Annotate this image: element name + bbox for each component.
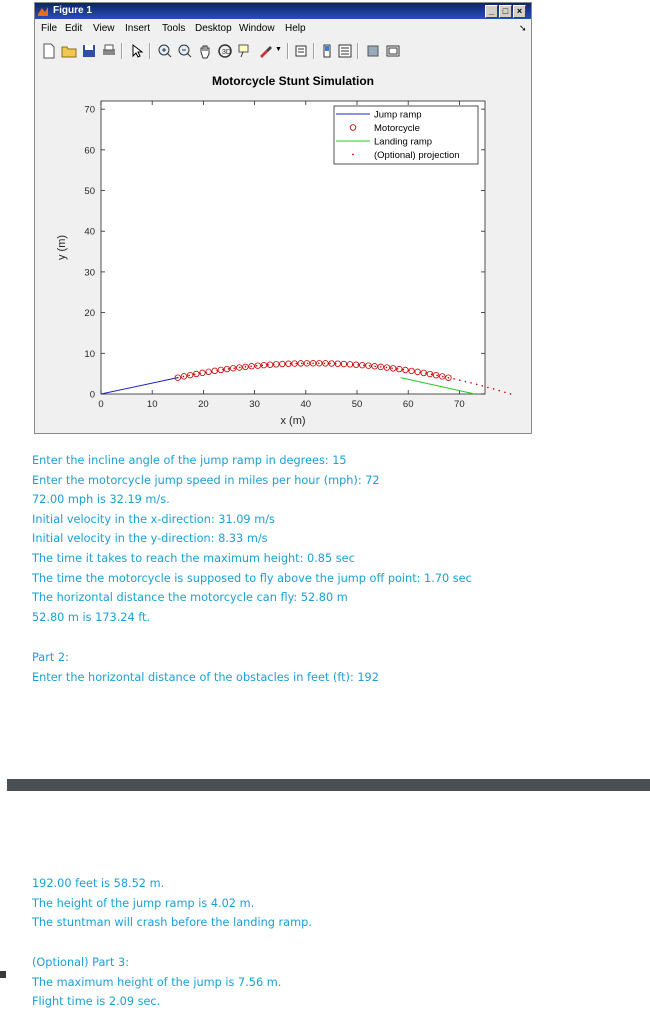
projection-dot xyxy=(312,362,314,364)
legend-entry: Motorcycle xyxy=(374,123,420,134)
projection-dot xyxy=(369,365,371,367)
projection-dot xyxy=(431,374,433,376)
console-line: The stuntman will crash before the landing ramp. xyxy=(32,916,312,930)
projection-dot xyxy=(386,367,388,369)
x-tick-label: 10 xyxy=(146,399,158,410)
projection-dot xyxy=(216,370,218,372)
projection-dot xyxy=(273,364,275,366)
projection-dot xyxy=(357,364,359,366)
projection-dot xyxy=(250,365,252,367)
data-cursor-icon[interactable] xyxy=(237,43,253,59)
projection-dot xyxy=(498,390,500,392)
projection-dot xyxy=(504,391,506,393)
open-file-icon[interactable] xyxy=(61,43,77,59)
projection-dot xyxy=(335,363,337,365)
x-tick-label: 70 xyxy=(454,399,465,410)
figure-window xyxy=(34,2,532,434)
projection-dot xyxy=(391,367,393,369)
console-line: The time it takes to reach the maximum height: 0.85 sec xyxy=(32,552,355,565)
y-tick-label: 70 xyxy=(84,104,95,116)
projection-dot xyxy=(318,362,320,364)
y-tick-label: 30 xyxy=(84,267,95,279)
legend-entry: Landing ramp xyxy=(374,136,433,148)
projection-dot xyxy=(470,382,472,384)
pointer-icon[interactable] xyxy=(129,43,145,59)
menu-help[interactable]: Help xyxy=(285,23,306,34)
projection-dot xyxy=(256,365,258,367)
projection-dot xyxy=(403,369,405,371)
projection-dot xyxy=(453,378,455,380)
x-tick-label: 50 xyxy=(351,399,363,410)
legend-icon[interactable] xyxy=(337,43,353,59)
console-line: 72.00 mph is 32.19 m/s. xyxy=(32,493,170,507)
hide-plot-tools-icon[interactable] xyxy=(365,43,381,59)
link-icon[interactable] xyxy=(293,43,309,59)
projection-dot xyxy=(233,367,235,369)
projection-dot xyxy=(510,393,512,395)
x-tick-label: 20 xyxy=(198,399,209,410)
console-line: The height of the jump ramp is 4.02 m. xyxy=(32,896,255,910)
console-line: Enter the motorcycle jump speed in miles per hour (mph): 72 xyxy=(32,473,380,487)
projection-dot xyxy=(329,363,331,365)
console-line: (Optional) Part 3: xyxy=(32,956,130,969)
projection-dot xyxy=(425,372,427,374)
projection-dot xyxy=(352,364,354,366)
y-tick-label: 60 xyxy=(84,145,95,157)
projection-dot xyxy=(436,375,438,377)
pan-icon[interactable] xyxy=(197,43,213,59)
menu-insert[interactable]: Insert xyxy=(125,23,151,34)
projection-dot xyxy=(239,367,241,369)
x-tick-label: 40 xyxy=(300,399,312,410)
rotate-3d-icon[interactable] xyxy=(217,43,233,59)
y-tick-label: 10 xyxy=(84,348,95,360)
projection-dot xyxy=(200,372,202,374)
title-bar[interactable] xyxy=(35,3,531,19)
projection-dot xyxy=(363,364,365,366)
projection-dot xyxy=(177,377,179,379)
projection-dot xyxy=(245,366,247,368)
menu-file[interactable]: File xyxy=(41,23,58,34)
minimize-button[interactable]: _ xyxy=(485,5,498,18)
console-line: Initial velocity in the x-direction: 31.09 m/s xyxy=(32,512,275,526)
projection-dot xyxy=(346,363,348,365)
legend-entry: (Optional) projection xyxy=(374,150,460,161)
maximize-button[interactable]: □ xyxy=(499,5,512,18)
dock-arrow-icon[interactable]: ➘ xyxy=(519,23,527,33)
y-tick-label: 0 xyxy=(89,389,95,401)
chart-title: Motorcycle Stunt Simulation xyxy=(211,74,375,88)
projection-dot xyxy=(493,388,495,390)
legend-swatch xyxy=(352,154,354,156)
menu-tools[interactable]: Tools xyxy=(162,23,186,34)
projection-dot xyxy=(228,368,230,370)
print-icon[interactable] xyxy=(101,43,117,59)
left-edge-marker xyxy=(0,971,6,978)
divider-bar xyxy=(7,779,650,791)
menu-bar xyxy=(35,19,531,39)
projection-dot xyxy=(476,384,478,386)
chart[interactable] xyxy=(35,63,531,433)
projection-dot xyxy=(205,371,207,373)
console-line: 192.00 feet is 58.52 m. xyxy=(32,877,165,890)
projection-dot xyxy=(487,387,489,389)
projection-dot xyxy=(284,363,286,365)
legend-entry: Jump ramp xyxy=(374,109,422,121)
console-line: Enter the horizontal distance of the obstacles in feet (ft): 192 xyxy=(32,670,379,684)
console-line: The time the motorcycle is supposed to fly above the jump off point: 1.70 sec xyxy=(32,571,472,585)
console-line: 52.80 m is 173.24 ft. xyxy=(32,610,151,624)
y-axis-label: y (m) xyxy=(56,234,68,261)
y-tick-label: 40 xyxy=(84,226,95,238)
x-axis-label: x (m) xyxy=(280,415,306,427)
zoom-in-icon[interactable] xyxy=(157,43,173,59)
menu-view[interactable]: View xyxy=(93,23,115,34)
projection-dot xyxy=(408,370,410,372)
console-line: Enter the incline angle of the jump ramp in degrees: 15 xyxy=(32,454,347,467)
projection-dot xyxy=(211,371,213,373)
projection-dot xyxy=(295,363,297,365)
y-tick-label: 50 xyxy=(84,186,95,198)
brush-dropdown-icon[interactable]: ▼ xyxy=(275,46,282,53)
console-line: Flight time is 2.09 sec. xyxy=(32,995,161,1009)
projection-dot xyxy=(465,381,467,383)
save-icon[interactable] xyxy=(81,43,97,59)
projection-dot xyxy=(278,363,280,365)
plot-area xyxy=(35,63,531,433)
projection-dot xyxy=(414,371,416,373)
projection-dot xyxy=(324,363,326,365)
projection-dot xyxy=(307,362,309,364)
zoom-out-icon[interactable] xyxy=(177,43,193,59)
projection-dot xyxy=(183,376,185,378)
projection-dot xyxy=(222,369,224,371)
projection-dot xyxy=(194,373,196,375)
show-plot-tools-icon[interactable] xyxy=(385,43,401,59)
projection-dot xyxy=(448,377,450,379)
projection-dot xyxy=(301,363,303,365)
menu-window[interactable]: Window xyxy=(239,23,275,34)
menu-desktop[interactable]: Desktop xyxy=(195,23,232,34)
projection-dot xyxy=(419,372,421,374)
x-tick-label: 30 xyxy=(249,399,260,410)
console-line: The horizontal distance the motorcycle can fly: 52.80 m xyxy=(32,591,348,605)
x-tick-label: 60 xyxy=(402,399,414,410)
projection-dot xyxy=(290,363,292,365)
menu-edit[interactable]: Edit xyxy=(65,23,83,34)
projection-dot xyxy=(397,368,399,370)
svg-text:3D: 3D xyxy=(222,49,231,56)
console-line: The maximum height of the jump is 7.56 m. xyxy=(32,975,282,989)
console-line: Part 2: xyxy=(32,651,69,664)
console-line: Initial velocity in the y-direction: 8.33 m/s xyxy=(32,532,268,546)
projection-dot xyxy=(341,363,343,365)
toolbar xyxy=(35,39,531,63)
x-tick-label: 0 xyxy=(98,399,104,410)
projection-dot xyxy=(188,375,190,377)
projection-dot xyxy=(380,366,382,368)
window-title: Figure 1 xyxy=(53,5,92,16)
brush-icon[interactable] xyxy=(257,43,273,59)
projection-dot xyxy=(481,385,483,387)
projection-dot xyxy=(267,364,269,366)
projection-dot xyxy=(442,376,444,378)
colorbar-icon[interactable] xyxy=(319,43,335,59)
y-tick-label: 20 xyxy=(84,308,95,320)
projection-dot xyxy=(374,365,376,367)
projection-dot xyxy=(459,379,461,381)
projection-dot xyxy=(262,364,264,366)
new-figure-icon[interactable] xyxy=(41,43,57,59)
matlab-logo-icon xyxy=(38,6,48,16)
close-button[interactable]: × xyxy=(513,5,526,18)
